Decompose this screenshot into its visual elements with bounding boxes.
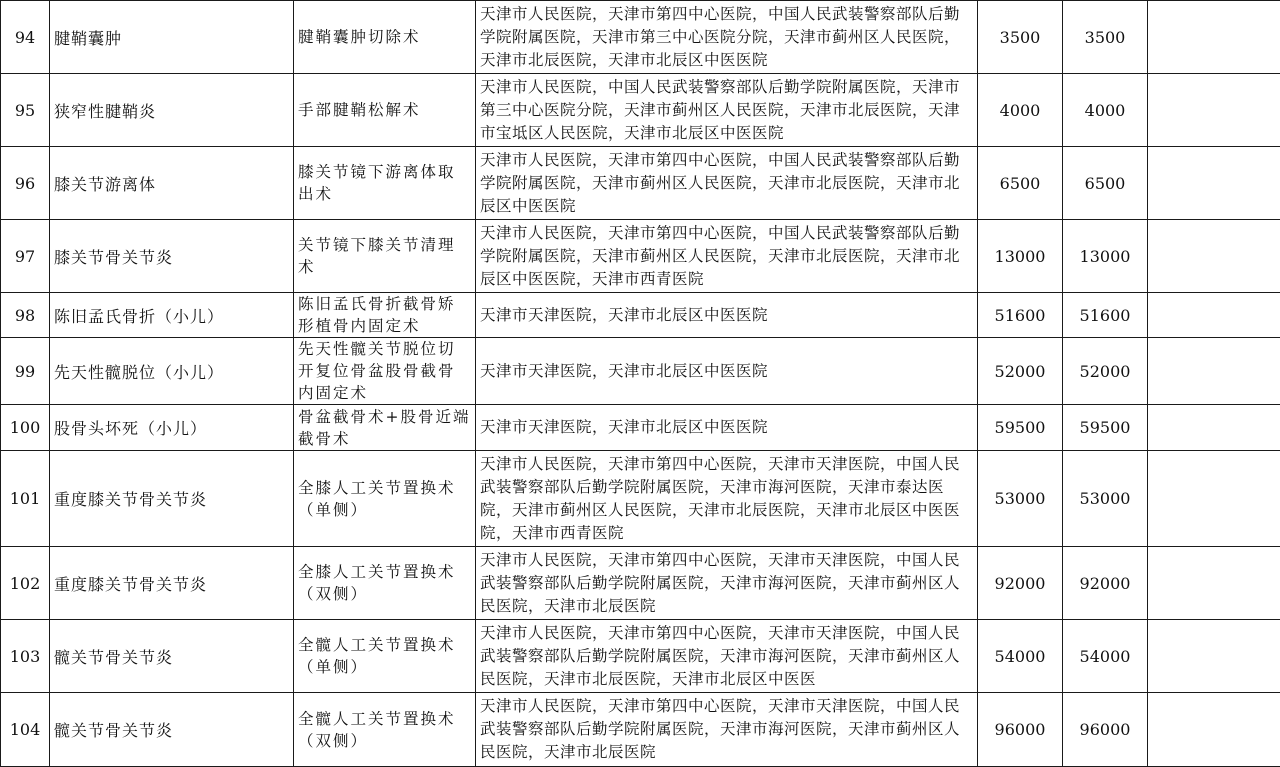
- table-row: [1, 405, 1280, 451]
- hospital-list: 天津市人民医院，天津市第四中心医院，天津市天津医院，中国人民武装警察部队后勤学院附属医院，天津市海河医院，天津市蓟州区人民医院，天津市北辰医院，天津市北辰区中医医: [476, 620, 978, 693]
- price-standard: 3500: [978, 1, 1063, 74]
- hospital-list: 天津市天津医院，天津市北辰区中医医院: [476, 293, 978, 338]
- remarks-cell: [1148, 620, 1280, 693]
- row-number: 100: [1, 405, 50, 451]
- hospital-list: 天津市人民医院，中国人民武装警察部队后勤学院附属医院，天津市第三中心医院分院，天津市蓟州区人民医院，天津市北辰医院，天津市宝坻区人民医院，天津市北辰区中医医院: [476, 74, 978, 147]
- price-limit: 4000: [1063, 74, 1148, 147]
- price-standard: 92000: [978, 547, 1063, 620]
- price-standard: 59500: [978, 405, 1063, 451]
- table-row: [1, 293, 1280, 338]
- price-standard: 54000: [978, 620, 1063, 693]
- table-row: [1, 451, 1280, 547]
- table-row: [1, 1, 1280, 74]
- procedure-name: 先天性髋关节脱位切开复位骨盆股骨截骨内固定术: [294, 338, 476, 405]
- hospital-list: 天津市天津医院，天津市北辰区中医医院: [476, 338, 978, 405]
- procedure-name: 全髋人工关节置换术（单侧）: [294, 620, 476, 693]
- hospital-list: 天津市人民医院，天津市第四中心医院，天津市天津医院，中国人民武装警察部队后勤学院附属医院，天津市海河医院，天津市蓟州区人民医院，天津市北辰医院: [476, 693, 978, 767]
- remarks-cell: [1148, 293, 1280, 338]
- price-standard: 13000: [978, 220, 1063, 293]
- price-standard: 4000: [978, 74, 1063, 147]
- price-limit: 3500: [1063, 1, 1148, 74]
- row-number: 95: [1, 74, 50, 147]
- disease-name: 膝关节骨关节炎: [50, 220, 294, 293]
- row-number: 97: [1, 220, 50, 293]
- disease-name: 膝关节游离体: [50, 147, 294, 220]
- price-limit: 51600: [1063, 293, 1148, 338]
- table-row: [1, 338, 1280, 405]
- hospital-list: 天津市人民医院，天津市第四中心医院，中国人民武装警察部队后勤学院附属医院，天津市蓟州区人民医院，天津市北辰医院，天津市北辰区中医医院，天津市西青医院: [476, 220, 978, 293]
- remarks-cell: [1148, 338, 1280, 405]
- price-standard: 52000: [978, 338, 1063, 405]
- procedure-name: 陈旧孟氏骨折截骨矫形植骨内固定术: [294, 293, 476, 338]
- price-standard: 51600: [978, 293, 1063, 338]
- row-number: 101: [1, 451, 50, 547]
- table-row: [1, 693, 1280, 767]
- price-limit: 96000: [1063, 693, 1148, 767]
- disease-name: 髋关节骨关节炎: [50, 620, 294, 693]
- remarks-cell: [1148, 1, 1280, 74]
- row-number: 94: [1, 1, 50, 74]
- disease-name: 陈旧孟氏骨折（小儿）: [50, 293, 294, 338]
- price-standard: 53000: [978, 451, 1063, 547]
- remarks-cell: [1148, 693, 1280, 767]
- price-limit: 59500: [1063, 405, 1148, 451]
- hospital-list: 天津市人民医院，天津市第四中心医院，天津市天津医院，中国人民武装警察部队后勤学院附属医院，天津市海河医院，天津市泰达医院，天津市蓟州区人民医院，天津市北辰医院，天津市北辰区中医医院，天津市西青医院: [476, 451, 978, 547]
- procedure-name: 膝关节镜下游离体取出术: [294, 147, 476, 220]
- row-number: 103: [1, 620, 50, 693]
- disease-name: 腱鞘囊肿: [50, 1, 294, 74]
- row-number: 96: [1, 147, 50, 220]
- disease-name: 狭窄性腱鞘炎: [50, 74, 294, 147]
- table-row: [1, 220, 1280, 293]
- table-row: [1, 547, 1280, 620]
- remarks-cell: [1148, 547, 1280, 620]
- price-standard: 96000: [978, 693, 1063, 767]
- price-limit: 52000: [1063, 338, 1148, 405]
- procedure-name: 关节镜下膝关节清理术: [294, 220, 476, 293]
- price-limit: 6500: [1063, 147, 1148, 220]
- procedure-name: 腱鞘囊肿切除术: [294, 1, 476, 74]
- remarks-cell: [1148, 147, 1280, 220]
- row-number: 104: [1, 693, 50, 767]
- hospital-list: 天津市人民医院，天津市第四中心医院，中国人民武装警察部队后勤学院附属医院，天津市蓟州区人民医院，天津市北辰医院，天津市北辰区中医医院: [476, 147, 978, 220]
- procedure-name: 手部腱鞘松解术: [294, 74, 476, 147]
- price-limit: 54000: [1063, 620, 1148, 693]
- disease-name: 先天性髋脱位（小儿）: [50, 338, 294, 405]
- disease-name: 重度膝关节骨关节炎: [50, 547, 294, 620]
- procedure-name: 全膝人工关节置换术（双侧）: [294, 547, 476, 620]
- hospital-list: 天津市人民医院，天津市第四中心医院，天津市天津医院，中国人民武装警察部队后勤学院附属医院，天津市海河医院，天津市蓟州区人民医院，天津市北辰医院: [476, 547, 978, 620]
- hospital-list: 天津市人民医院，天津市第四中心医院，中国人民武装警察部队后勤学院附属医院，天津市第三中心医院分院，天津市蓟州区人民医院，天津市北辰医院，天津市北辰区中医医院: [476, 1, 978, 74]
- table-row: [1, 74, 1280, 147]
- price-limit: 13000: [1063, 220, 1148, 293]
- procedure-name: 骨盆截骨术+股骨近端截骨术: [294, 405, 476, 451]
- row-number: 98: [1, 293, 50, 338]
- table-row: [1, 620, 1280, 693]
- row-number: 102: [1, 547, 50, 620]
- remarks-cell: [1148, 74, 1280, 147]
- disease-name: 重度膝关节骨关节炎: [50, 451, 294, 547]
- price-limit: 92000: [1063, 547, 1148, 620]
- procedure-name: 全髋人工关节置换术（双侧）: [294, 693, 476, 767]
- table-row: [1, 147, 1280, 220]
- remarks-cell: [1148, 220, 1280, 293]
- row-number: 99: [1, 338, 50, 405]
- price-standard: 6500: [978, 147, 1063, 220]
- price-limit: 53000: [1063, 451, 1148, 547]
- disease-name: 股骨头坏死（小儿）: [50, 405, 294, 451]
- remarks-cell: [1148, 405, 1280, 451]
- hospital-list: 天津市天津医院，天津市北辰区中医医院: [476, 405, 978, 451]
- procedure-name: 全膝人工关节置换术（单侧）: [294, 451, 476, 547]
- remarks-cell: [1148, 451, 1280, 547]
- disease-name: 髋关节骨关节炎: [50, 693, 294, 767]
